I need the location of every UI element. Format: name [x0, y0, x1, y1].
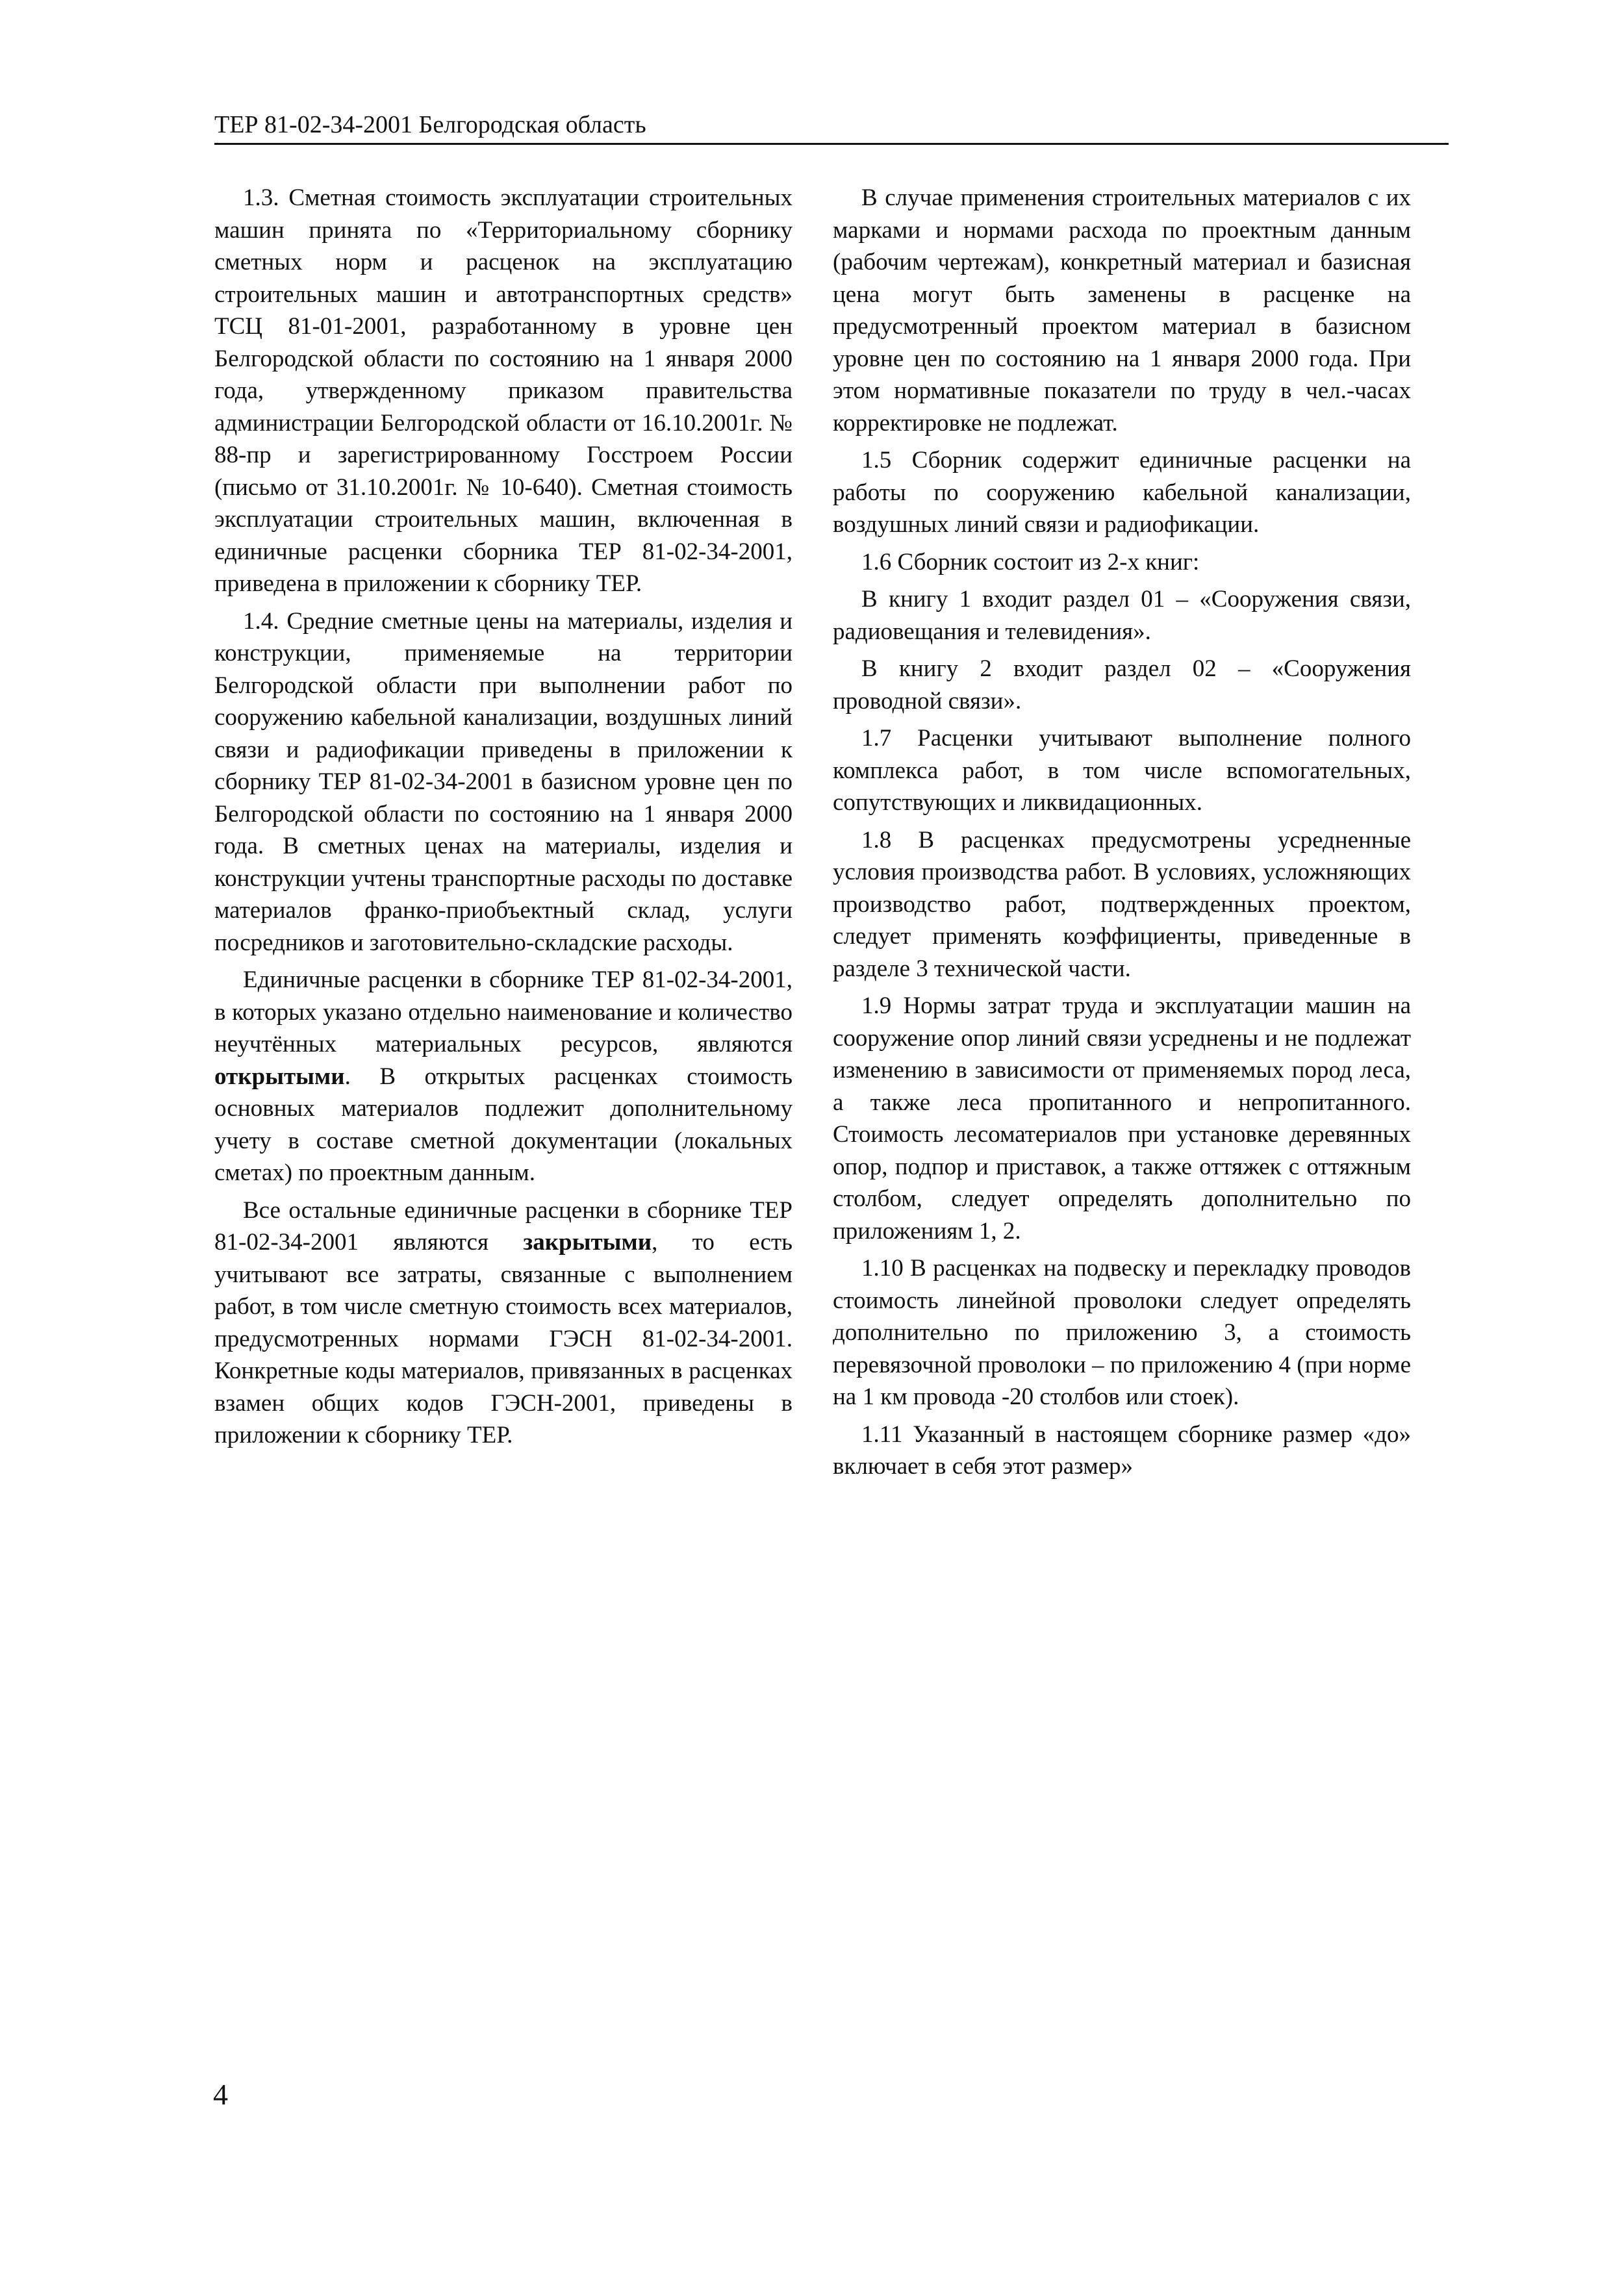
closed-rates-text-end: , то есть учитывают все затраты, связанные с выполнением работ, в том числе сметную стоимость всех материалов, предусмотренных нормами ГЭСН 81-02-34-2001. Конкретные коды материалов, привязанных в расценках взамен общих кодов ГЭСН-2001, приведены в приложении к сборнику ТЕР. [214, 1229, 793, 1448]
paragraph-1-9: 1.9 Нормы затрат труда и эксплуатации машин на сооружение опор линий связи усреднены и не подлежат изменению в зависимости от применяемых пород леса, а также леса пропитанного и непропитанного. Стоимость лесоматериалов при установке деревянных опор, подпор и приставок, а также оттяжек с оттяжным столбом, следует определять дополнительно по приложениям 1, 2. [833, 992, 1411, 1245]
right-column [833, 182, 1411, 1488]
paragraph-1-7: 1.7 Расценки учитывают выполнение полного комплекса работ, в том числе вспомогательных, сопутствующих и ликвидационных. [833, 725, 1411, 816]
paragraph-closed-rates [214, 1194, 793, 1452]
paragraph-1-6: 1.6 Сборник состоит из 2-х книг: [861, 548, 1200, 575]
paragraph-1-10: 1.10 В расценках на подвеску и перекладку проводов стоимость линейной проволоки следует определять дополнительно по приложению 3, а стоимость перевязочной проволоки – по приложению 4 (при норме на 1 км провода -20 столбов или стоек). [833, 1255, 1412, 1410]
paragraph-1-3: 1.3. Сметная стоимость эксплуатации строительных машин принята по «Территориальному сборнику сметных норм и расценок на эксплуатацию строительных машин и автотранспортных средств» ТСЦ 81-01-2001, разработанному в уровне цен Белгородской области по состоянию на 1 января 2000 года, утвержденному приказом правительства администрации Белгородской области от 16.10.2001г. № 88-пр и зарегистрированному Госстроем России (письмо от 31.10.2001г. № 10-640). Сметная стоимость эксплуатации строительных машин, включенная в единичные расценки сборника ТЕР 81-02-34-2001, приведена в приложении к сборнику ТЕР. [214, 184, 793, 597]
paragraph-open-rates [214, 964, 793, 1189]
paragraph-1-8: 1.8 В расценках предусмотрены усредненные условия производства работ. В условиях, усложняющих производство работ, подтвержденных проектом, следует применять коэффициенты, приведенные в разделе 3 технической части. [833, 826, 1411, 982]
paragraph-materials-replacement: В случае применения строительных материалов с их марками и нормами расхода по проектным данным (рабочим чертежам), конкретный материал и базисная цена могут быть заменены в расценке на предусмотренный проектом материал в базисном уровне цен по состоянию на 1 января 2000 года. При этом нормативные показатели по труду в чел.-часах корректировке не подлежат. [833, 184, 1411, 436]
paragraph-1-11: 1.11 Указанный в настоящем сборнике размер «до» включает в себя этот размер» [833, 1421, 1411, 1480]
open-rates-text-start: Единичные расценки в сборнике ТЕР 81-02-34-2001, в которых указано отдельно наименование и количество неучтённых материальных ресурсов, являются [214, 967, 793, 1057]
paragraph-book-1: В книгу 1 входит раздел 01 – «Сооружения связи, радиовещания и телевидения». [833, 586, 1411, 645]
paragraph-book-2: В книгу 2 входит раздел 02 – «Сооружения проводной связи». [833, 655, 1411, 714]
closed-rates-text-start: Все остальные единичные расценки в сборнике ТЕР 81-02-34-2001 являются [214, 1196, 793, 1256]
open-rates-text-end: . В открытых расценках стоимость основных материалов подлежит дополнительному учету в составе сметной документации (локальных сметах) по проектным данным. [214, 1063, 793, 1186]
left-column [214, 182, 793, 1457]
page-header: ТЕР 81-02-34-2001 Белгородская область [214, 110, 1449, 145]
closed-rates-bold-term: закрытыми [523, 1229, 652, 1256]
paragraph-1-5: 1.5 Сборник содержит единичные расценки на работы по сооружению кабельной канализации, воздушных линий связи и радиофикации. [833, 447, 1411, 538]
paragraph-1-4: 1.4. Средние сметные цены на материалы, изделия и конструкции, применяемые на территории Белгородской области при выполнении работ по сооружению кабельной канализации, воздушных линий связи и радиофикации приведены в приложении к сборнику ТЕР 81-02-34-2001 в базисном уровне цен по Белгородской области по состоянию на 1 января 2000 года. В сметных ценах на материалы, изделия и конструкции учтены транспортные расходы по доставке материалов франко-приобъектный склад, услуги посредников и заготовительно-складские расходы. [214, 607, 793, 956]
page-number: 4 [213, 2078, 228, 2111]
open-rates-bold-term: открытыми [214, 1063, 345, 1090]
